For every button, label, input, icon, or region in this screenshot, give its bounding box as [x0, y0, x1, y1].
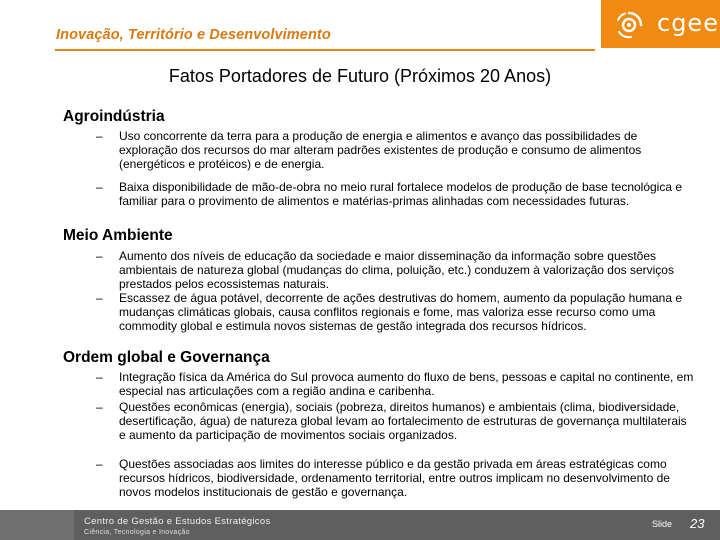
section-heading-meio-ambiente: Meio Ambiente — [63, 227, 173, 244]
list-item — [96, 400, 696, 443]
bullet-text: Baixa disponibilidade de mão-de-obra no meio rural fortalece modelos de produção de base tecnológica e familiar para o provimento de alimentos e matérias-primas alinhadas com necessidades futuras. — [119, 180, 683, 209]
footer-accent-block — [0, 510, 74, 540]
bullet-text: Questões econômicas (energia), sociais (pobreza, direitos humanos) e ambientais (clima, biodiversidade, desertificação, água) de natureza global levam ao fortalecimento de estruturas de governança multilaterais e aumento da participação de movimentos sociais organizados. — [119, 400, 687, 443]
bullet-text: Escassez de água potável, decorrente de ações destrutivas do homem, aumento da população humana e mudanças climáticas globais, causa conflitos regionais e fome, mas valoriza esse recurso como uma commodity global e estimula novos sistemas de gestão integrada dos recursos hídricos. — [119, 291, 683, 334]
logo-text: cgee — [657, 9, 719, 37]
bullet-dash: – — [96, 129, 103, 143]
header-title: Inovação, Território e Desenvolvimento — [56, 27, 331, 43]
bullet-dash: – — [96, 370, 103, 384]
bullet-dash: – — [96, 400, 103, 414]
list-item — [96, 180, 696, 208]
footer-subtitle: Ciência, Tecnologia e Inovação — [84, 529, 190, 536]
footer-slide-label: Slide — [652, 519, 673, 529]
list-item — [96, 249, 696, 292]
bullet-text: Aumento dos níveis de educação da sociedade e maior disseminação da informação sobre questões ambientais de natureza global (mudanças do clima, poluição, etc.) conduzem à valorização dos serviços prestados pelos ecossistemas naturais. — [119, 249, 674, 292]
sun-swirl-icon — [613, 8, 647, 42]
bullet-text: Questões associadas aos limites do interesse público e da gestão privada em áreas estratégicas como recursos hídricos, biodiversidade, ordenamento territorial, entre outros implicam no desenvolvimento de novos modelos institucionais de gestão e governança. — [119, 457, 670, 500]
list-item — [96, 129, 696, 172]
cgee-logo — [601, 0, 720, 48]
section-heading-ordem-global: Ordem global e Governança — [63, 349, 270, 366]
bullet-text: Integração física da América do Sul provoca aumento do fluxo de bens, pessoas e capital no continente, em especial nas articulações com a região andina e caribenha. — [119, 370, 694, 399]
slide-title: Fatos Portadores de Futuro (Próximos 20 Anos) — [168, 66, 552, 86]
bullet-dash: – — [96, 249, 103, 263]
bullet-dash: – — [96, 180, 103, 194]
list-item — [96, 291, 696, 334]
section-heading-agroindustria: Agroindústria — [63, 108, 165, 125]
header-divider — [55, 49, 595, 51]
footer-organization: Centro de Gestão e Estudos Estratégicos — [84, 516, 271, 527]
list-item — [96, 457, 696, 500]
list-item — [96, 370, 696, 398]
bullet-dash: – — [96, 457, 103, 471]
page-number: 23 — [690, 516, 705, 531]
bullet-dash: – — [96, 291, 103, 305]
bullet-text: Uso concorrente da terra para a produção de energia e alimentos e avanço das possibilidades de exploração dos recursos do mar alteram padrões existentes de produção e consumo de alimentos (energéticos e protéicos) e de energia. — [119, 129, 642, 172]
